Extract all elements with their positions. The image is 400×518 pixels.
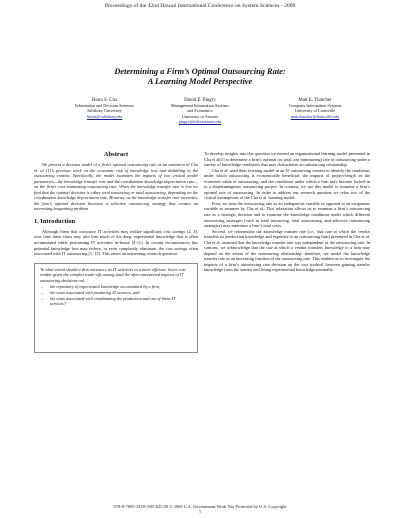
intro-heading: 1. Introduction (34, 217, 76, 225)
author-affiliation: Computer Information Systems (288, 103, 342, 109)
author-email-link[interactable]: hscha@salisbury.edu (86, 113, 123, 119)
intro-paragraph: Although firms that outsource IT activities may realize significant cost savings [2, 3], over time these firms may also lose much of the deep, experiential knowledge that is often accumulated while performing IT activities in-house [4-11]. In certain circumstances this potential knowledge loss may reduce, or even completely eliminate, the cost savings often associated with IT outsourcing [1, 12]. This raises an interesting research question: (34, 228, 198, 257)
author-name: Matt E. Thatcher (298, 98, 332, 103)
left-column (34, 151, 198, 353)
copyright-line: 978-0-7695-3450-3/09 $25.00 © 2009 U.S. Government Work Not Protected by U.S. Copyright (113, 504, 287, 509)
author-affiliation: Salisbury University (87, 108, 122, 114)
research-question-text: To what extent should a firm outsource its IT activities to a more efficient, lower cost vendor given the complex trade-offs among (and the often unexpected impacts of IT outsourcing decisions on): (40, 266, 186, 283)
author-1 (52, 98, 157, 119)
author-email-link[interactable]: pingry@eller.arizona.edu (178, 118, 222, 124)
author-email-link[interactable]: matt.thatcher@louisville.edu (290, 113, 340, 119)
title-line-1: Determining a Firm’s Optimal Outsourcing Rate: (114, 67, 286, 76)
body-paragraph: Second, we reformulate the knowledge transfer rate (i.e., that rate at which the vendor transfers its production knowledge and expertise to an outsourcing firm) presented in Cha et al. Cha et al. assumed that the knowledge transfer rate was independent of the outsourcing rate. In contrast, we acknowledge that the rate at which a vendor transfers knowledge to a firm may depend on the extent of the outsourcing relationship; therefore, we model the knowledge transfer rate as an increasing function of the outsourcing rate. This enables us to investigate the impacts of a firm’s outsourcing rate decision on the cost tradeoff between gaining transfer knowledge from the vendor and losing experimental knowledge internally. (204, 228, 370, 273)
author-affiliation: Information and Decision Sciences (75, 103, 134, 109)
right-column (204, 151, 370, 273)
author-name: David E. Pingry (184, 98, 216, 103)
abstract-text: We present a decision model of a firm’s optimal outsourcing rate as an extension of Cha et. al [1]’s previous work on the economic risk of knowledge loss and deskilling in the outsourcing context. Specifically, the model examines the impacts of two critical model parameters—the knowledge transfer rate and the coordination knowledge depreciation rate—on the firm’s cost minimizing outsourcing rate. When the knowledge transfer rate is low we find that the optimal decision is either total insourcing or total outsourcing, depending on the coordination knowledge depreciation rate. However, as the knowledge transfer rate increases, the firm’s optimal decision becomes a selective outsourcing strategy that creates an interesting bargaining problem. (34, 162, 198, 212)
list-item: – the costs associated with coordinating the production and use of these IT services? (40, 296, 192, 307)
author-affiliation: Management Information Systems (171, 103, 229, 109)
abstract-heading: Abstract (103, 151, 129, 158)
list-item: – the repository of experiential knowledge accumulated by a firm, (40, 284, 192, 289)
copyright-footer (0, 504, 400, 514)
author-affiliation: University of Louisville (294, 108, 336, 114)
author-3 (260, 98, 370, 119)
author-2 (150, 98, 250, 124)
page-number: 1 (198, 509, 202, 514)
research-question-list (40, 284, 192, 307)
body-paragraph: First, we treat the outsourcing rate as an endogenous variable as opposed to an exogenous variable as assumes by Cha et al.. This relaxation allows us to examine a firm’s outsourcing rate as a strategic decision and to examine the knowledge conditions under which different outsourcing strategies (such as total insourcing, total outsourcing, and selective outsourcing strategies) may minimize a firm’s total costs. (204, 200, 370, 229)
research-question-box (34, 263, 198, 353)
author-affiliation: University of Arizona (181, 113, 219, 119)
body-paragraph: Cha et al. used their learning model in an IT outsourcing context to identify the conditions under which outsourcing is economically beneficial, the impacts of project-length on the economic value of outsourcing, and the conditions under which a firm may become locked-in to a disadvantageous outsourcing project. In contrast, we use this model to examine a firm’s optimal rate of outsourcing. In order to address our research question we relax two of the critical assumptions of the Cha et al. learning model. (204, 167, 370, 201)
author-block (0, 98, 400, 132)
proceedings-header: Proceedings of the 42nd Hawaii International Conference on System Sciences - 2009 (104, 3, 296, 9)
title-line-2: A Learning Model Perspective (147, 77, 253, 86)
author-affiliation: and Economics (187, 108, 213, 114)
paper-title (0, 67, 400, 87)
list-item: – the costs associated with producing IT services, and (40, 290, 192, 295)
body-paragraph: To develop insights into this question we extend an organizational learning model presented in Cha et al[1] to determine a firm’s optimal (or total cost minimizing) rate of outsourcing under a variety of knowledge conditions that may characterize an outsourcing relationship. (204, 151, 370, 168)
author-name: Hoon S. Cha (91, 98, 118, 103)
